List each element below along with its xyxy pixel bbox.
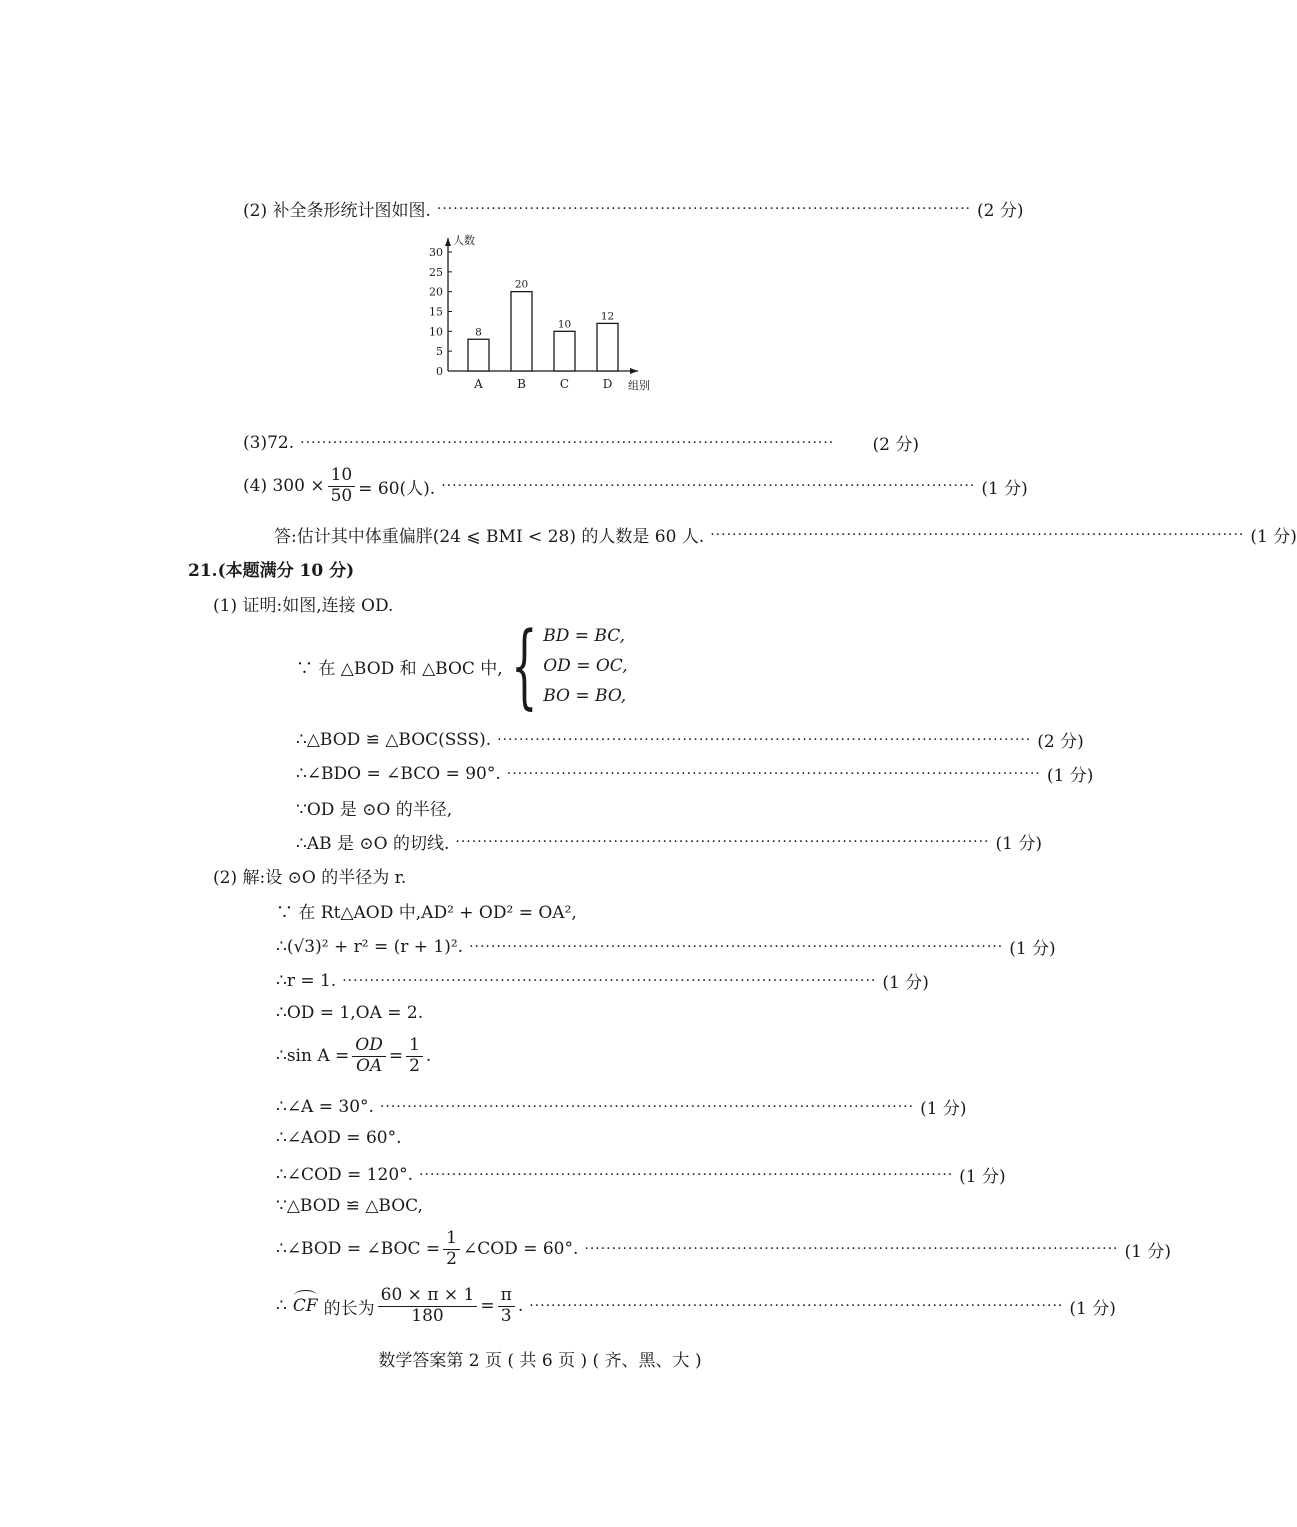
q21-part2-line6 bbox=[276, 1094, 967, 1119]
line-text: ∴(√3)² + r² = (r + 1)². bbox=[276, 936, 464, 957]
fraction-denominator: 3 bbox=[500, 1305, 512, 1326]
line-expr bbox=[276, 1229, 578, 1269]
q20-part4-pre: (4) 300 × bbox=[243, 476, 325, 497]
q20-part4-score: (1 分) bbox=[981, 478, 1028, 499]
y-tick-label: 15 bbox=[429, 305, 443, 319]
because-text: ∵ 在 △BOD 和 △BOC 中, bbox=[296, 658, 503, 679]
line-text: ∴∠BDO = ∠BCO = 90°. bbox=[296, 763, 501, 784]
leader-dots: ·································································································· bbox=[506, 765, 1041, 782]
line-expr bbox=[276, 1286, 523, 1326]
leader-dots: ·································································································· bbox=[455, 833, 990, 850]
q21-part1-line1 bbox=[296, 727, 1084, 752]
leader-dots: ·································································································· bbox=[529, 1298, 1064, 1315]
line-score: (1 分) bbox=[1124, 1241, 1171, 1262]
q21-part1-line3: ∵OD 是 ⊙O 的半径, bbox=[296, 800, 453, 820]
bar-D bbox=[597, 323, 618, 371]
fraction bbox=[328, 466, 356, 506]
fraction-denominator: 2 bbox=[409, 1055, 420, 1076]
q20-part4-post: = 60(人). bbox=[358, 478, 436, 499]
system-line-1: BD = BC, bbox=[543, 626, 626, 646]
fraction bbox=[352, 1036, 386, 1076]
line-score: (1 分) bbox=[959, 1167, 1006, 1187]
q21-part2-line9: ∵△BOD ≌ △BOC, bbox=[276, 1196, 423, 1216]
leader-dots: ·································································································· bbox=[342, 972, 877, 989]
line-score: (1 分) bbox=[920, 1099, 967, 1119]
bar-value-label: 10 bbox=[557, 318, 572, 331]
system-lines bbox=[543, 626, 627, 706]
x-axis-arrow-icon bbox=[630, 368, 638, 374]
leader-dots: ·································································································· bbox=[441, 478, 976, 495]
q20-part2-text: (2) 补全条形统计图如图. bbox=[243, 201, 431, 221]
q21-part1-line2 bbox=[296, 761, 1094, 786]
period: . bbox=[517, 1296, 524, 1317]
x-tick-label: C bbox=[559, 377, 570, 391]
q21-part2-line2 bbox=[276, 934, 1056, 959]
q20-part3-line bbox=[243, 430, 919, 455]
q20-answer-text: 答:估计其中体重偏胖(24 ⩽ BMI < 28) 的人数是 60 人. bbox=[274, 527, 705, 547]
page-footer: 数学答案第 2 页 ( 共 6 页 ) ( 齐、黑、大 ) bbox=[378, 1351, 702, 1371]
q21-part2-line4: ∴OD = 1,OA = 2. bbox=[276, 1003, 424, 1023]
y-axis-label: 人数 bbox=[453, 234, 475, 247]
leader-dots: ·································································································· bbox=[469, 938, 1004, 955]
line-text: ∴∠COD = 120°. bbox=[276, 1164, 414, 1185]
fraction-numerator: 60 × π × 1 bbox=[378, 1286, 478, 1307]
fraction bbox=[406, 1036, 423, 1076]
bar-A bbox=[468, 339, 489, 371]
q21-part2-line11 bbox=[276, 1285, 1116, 1326]
fraction-denominator: 50 bbox=[330, 485, 353, 506]
q21-header: 21.(本题满分 10 分) bbox=[188, 561, 355, 581]
line-score: (1 分) bbox=[1069, 1298, 1116, 1319]
y-tick-label: 0 bbox=[436, 365, 443, 378]
therefore-symbol: ∴ bbox=[276, 1296, 287, 1317]
bar-value-label: 12 bbox=[600, 310, 615, 323]
line-score: (2 分) bbox=[1037, 732, 1084, 752]
arc-cf: CF bbox=[292, 1296, 318, 1317]
fraction-numerator: OD bbox=[352, 1036, 386, 1057]
bar-C bbox=[554, 331, 575, 371]
fraction-numerator: π bbox=[498, 1286, 515, 1307]
y-tick-label: 5 bbox=[436, 345, 443, 359]
q20-part2-score: (2 分) bbox=[977, 201, 1024, 221]
q20-part4-expr bbox=[243, 466, 435, 506]
line-text: ∴△BOD ≌ △BOC(SSS). bbox=[296, 729, 492, 750]
line-text: ∴AB 是 ⊙O 的切线. bbox=[296, 834, 450, 854]
period: . bbox=[425, 1046, 432, 1067]
x-axis-label: 组别 bbox=[628, 379, 650, 392]
q21-part2-line5 bbox=[276, 1036, 431, 1076]
fraction-numerator: 1 bbox=[443, 1229, 460, 1250]
bar-value-label: 8 bbox=[475, 326, 482, 339]
fraction-numerator: 1 bbox=[406, 1036, 423, 1057]
q21-part1-intro: (1) 证明:如图,连接 OD. bbox=[213, 596, 394, 616]
q20-part2-line bbox=[243, 196, 1024, 221]
system-line-3: BO = BO, bbox=[543, 686, 627, 706]
line-score: (1 分) bbox=[995, 834, 1042, 854]
equals-sign: = bbox=[480, 1296, 495, 1317]
q20-answer-line bbox=[274, 522, 1297, 547]
leader-dots: ·································································································· bbox=[379, 1098, 915, 1115]
fraction bbox=[443, 1229, 460, 1269]
expr-pre: ∴∠BOD = ∠BOC = bbox=[276, 1239, 441, 1260]
equation-system bbox=[503, 612, 628, 719]
line-text: ∴∠A = 30°. bbox=[276, 1096, 374, 1117]
y-tick-label: 20 bbox=[429, 285, 443, 299]
fraction bbox=[378, 1286, 478, 1326]
arc-length-text: 的长为 bbox=[323, 1298, 375, 1319]
q21-part2-line7: ∴∠AOD = 60°. bbox=[276, 1128, 402, 1148]
chart-bars bbox=[468, 279, 618, 391]
line-score: (1 分) bbox=[882, 973, 929, 993]
leader-dots: ·································································································· bbox=[584, 1241, 1119, 1258]
expr-post: ∠COD = 60°. bbox=[462, 1239, 579, 1260]
y-tick-label: 10 bbox=[429, 325, 443, 339]
fraction bbox=[498, 1286, 515, 1326]
q21-part2-intro: (2) 解:设 ⊙O 的半径为 r. bbox=[213, 868, 407, 888]
leader-dots: ·································································································· bbox=[419, 1166, 954, 1183]
y-tick-label: 30 bbox=[429, 246, 443, 259]
q21-part2-line1: ∵ 在 Rt△AOD 中,AD² + OD² = OA², bbox=[276, 903, 577, 923]
x-tick-label: B bbox=[517, 377, 526, 391]
fraction-denominator: OA bbox=[355, 1055, 383, 1076]
bar-chart bbox=[410, 228, 670, 398]
left-brace-icon: { bbox=[510, 612, 538, 719]
q20-part3-score: (2 分) bbox=[872, 435, 919, 455]
line-score: (1 分) bbox=[1009, 939, 1056, 959]
system-line-2: OD = OC, bbox=[543, 656, 628, 676]
fraction-denominator: 180 bbox=[411, 1305, 444, 1326]
line-text: ∴r = 1. bbox=[276, 970, 337, 991]
y-axis-arrow-icon bbox=[445, 238, 451, 246]
bar-B bbox=[511, 292, 532, 371]
bar-value-label: 20 bbox=[514, 278, 529, 291]
y-tick-label: 25 bbox=[429, 265, 443, 279]
q21-part2-line10 bbox=[276, 1228, 1171, 1269]
fraction-denominator: 2 bbox=[446, 1248, 457, 1269]
q20-answer-score: (1 分) bbox=[1250, 527, 1297, 547]
x-tick-label: D bbox=[602, 377, 613, 391]
line-score: (1 分) bbox=[1046, 766, 1094, 786]
q20-part3-text: (3)72. bbox=[243, 432, 295, 453]
leader-dots: ·································································································· bbox=[436, 200, 972, 217]
leader-dots: ·································································································· bbox=[300, 434, 835, 451]
q20-part4-line bbox=[243, 465, 1028, 506]
q21-part2-line8 bbox=[276, 1162, 1006, 1187]
equals-sign: = bbox=[388, 1046, 404, 1067]
leader-dots: ·································································································· bbox=[497, 731, 1032, 748]
q21-part1-because bbox=[296, 612, 628, 719]
q21-part2-line3 bbox=[276, 968, 929, 993]
x-tick-label: A bbox=[474, 377, 483, 391]
sin-pre: ∴sin A = bbox=[276, 1046, 350, 1067]
leader-dots: ·································································································· bbox=[710, 526, 1245, 543]
q21-part1-line4 bbox=[296, 829, 1042, 854]
fraction-numerator: 10 bbox=[328, 466, 356, 487]
